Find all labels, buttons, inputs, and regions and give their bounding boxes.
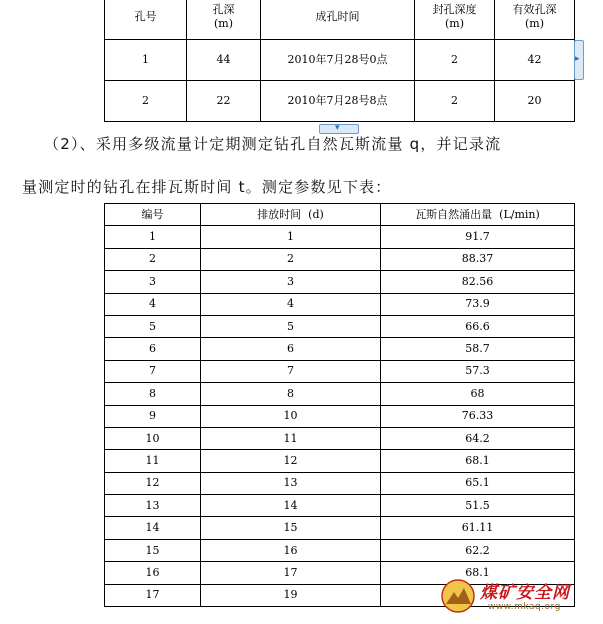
table-header-row bbox=[105, 204, 575, 226]
table-cell: 13 bbox=[201, 472, 381, 494]
table-cell: 1 bbox=[201, 226, 381, 248]
header-cell: 编号 bbox=[105, 204, 201, 226]
table-cell: 2010年7月28号8点 bbox=[261, 81, 415, 122]
table-cell: 2 bbox=[415, 40, 495, 81]
table-cell: 7 bbox=[201, 360, 381, 382]
table-cell: 1 bbox=[105, 40, 187, 81]
table-cell: 66.6 bbox=[381, 315, 575, 337]
table-row bbox=[105, 383, 575, 405]
table-row bbox=[105, 40, 575, 81]
table-cell: 12 bbox=[105, 472, 201, 494]
table-cell: 17 bbox=[201, 562, 381, 584]
table-cell: 5 bbox=[105, 315, 201, 337]
table-cell: 17 bbox=[105, 584, 201, 606]
table-cell: 58.7 bbox=[381, 338, 575, 360]
arrow-down-icon: ▾ bbox=[335, 123, 340, 133]
table-cell: 10 bbox=[105, 427, 201, 449]
watermark-url: www.mkaq.org bbox=[488, 602, 561, 612]
table-resize-handle-right[interactable] bbox=[574, 40, 584, 80]
table-cell: 10 bbox=[201, 405, 381, 427]
table-cell: 3 bbox=[105, 271, 201, 293]
table-cell: 2 bbox=[201, 248, 381, 270]
watermark-title: 煤矿安全网 bbox=[480, 583, 570, 603]
table-cell: 20 bbox=[495, 81, 575, 122]
site-watermark bbox=[440, 576, 600, 622]
table-cell: 9 bbox=[105, 405, 201, 427]
table-cell: 8 bbox=[201, 383, 381, 405]
table-row bbox=[105, 293, 575, 315]
table-cell: 42 bbox=[495, 40, 575, 81]
table-row bbox=[105, 315, 575, 337]
table-row bbox=[105, 226, 575, 248]
table-cell: 8 bbox=[105, 383, 201, 405]
table-cell: 14 bbox=[201, 495, 381, 517]
table-cell: 88.37 bbox=[381, 248, 575, 270]
gas-flow-table bbox=[104, 203, 575, 607]
table-cell: 82.56 bbox=[381, 271, 575, 293]
table-cell: 51.5 bbox=[381, 495, 575, 517]
table-cell: 2 bbox=[415, 81, 495, 122]
header-cell: 排放时间 (d) bbox=[201, 204, 381, 226]
table-cell: 4 bbox=[105, 293, 201, 315]
table-cell: 6 bbox=[105, 338, 201, 360]
table-cell: 68 bbox=[381, 383, 575, 405]
table-cell: 19 bbox=[201, 584, 381, 606]
header-cell: 孔深 (m) bbox=[187, 0, 261, 40]
table-row bbox=[105, 495, 575, 517]
table-row bbox=[105, 271, 575, 293]
table-cell: 4 bbox=[201, 293, 381, 315]
table-cell: 2 bbox=[105, 248, 201, 270]
table-cell: 11 bbox=[105, 450, 201, 472]
table-row bbox=[105, 517, 575, 539]
header-cell: 有效孔深 (m) bbox=[495, 0, 575, 40]
table-cell: 6 bbox=[201, 338, 381, 360]
table-cell: 14 bbox=[105, 517, 201, 539]
table-cell: 62.2 bbox=[381, 539, 575, 561]
table-cell: 61.11 bbox=[381, 517, 575, 539]
table-cell: 76.33 bbox=[381, 405, 575, 427]
table-cell: 5 bbox=[201, 315, 381, 337]
header-cell: 封孔深度 (m) bbox=[415, 0, 495, 40]
table-row bbox=[105, 405, 575, 427]
table-cell: 44 bbox=[187, 40, 261, 81]
header-cell: 孔号 bbox=[105, 0, 187, 40]
table-row bbox=[105, 360, 575, 382]
table-cell: 68.1 bbox=[381, 450, 575, 472]
paragraph-line-1: （2）、采用多级流量计定期测定钻孔自然瓦斯流量 q，并记录流 bbox=[44, 135, 502, 153]
table-cell: 65.1 bbox=[381, 472, 575, 494]
table-cell: 7 bbox=[105, 360, 201, 382]
table-cell: 16 bbox=[105, 562, 201, 584]
table-cell: 12 bbox=[201, 450, 381, 472]
table-cell: 91.7 bbox=[381, 226, 575, 248]
table-header-row bbox=[105, 0, 575, 40]
header-cell: 瓦斯自然涌出量 (L/min) bbox=[381, 204, 575, 226]
table-row bbox=[105, 450, 575, 472]
table-cell: 11 bbox=[201, 427, 381, 449]
table-row bbox=[105, 248, 575, 270]
table-cell: 3 bbox=[201, 271, 381, 293]
table-row bbox=[105, 539, 575, 561]
header-cell: 成孔时间 bbox=[261, 0, 415, 40]
table-row bbox=[105, 338, 575, 360]
table-cell: 2 bbox=[105, 81, 187, 122]
table-cell: 1 bbox=[105, 226, 201, 248]
table-cell: 2010年7月28号0点 bbox=[261, 40, 415, 81]
table-cell: 16 bbox=[201, 539, 381, 561]
hole-info-table bbox=[104, 0, 575, 122]
table-cell: 73.9 bbox=[381, 293, 575, 315]
paragraph-line-2: 量测定时的钻孔在排瓦斯时间 t。测定参数见下表： bbox=[22, 178, 392, 196]
table-row bbox=[105, 427, 575, 449]
table-cell: 22 bbox=[187, 81, 261, 122]
arrow-right-icon: ▸ bbox=[575, 54, 580, 64]
table-row bbox=[105, 81, 575, 122]
table-cell: 64.2 bbox=[381, 427, 575, 449]
table-cell: 13 bbox=[105, 495, 201, 517]
mine-logo-icon bbox=[440, 578, 476, 614]
table-cell: 68.1 bbox=[381, 562, 575, 584]
table-row bbox=[105, 472, 575, 494]
table-cell: 15 bbox=[105, 539, 201, 561]
table-cell: 57.3 bbox=[381, 360, 575, 382]
table-cell: 15 bbox=[201, 517, 381, 539]
